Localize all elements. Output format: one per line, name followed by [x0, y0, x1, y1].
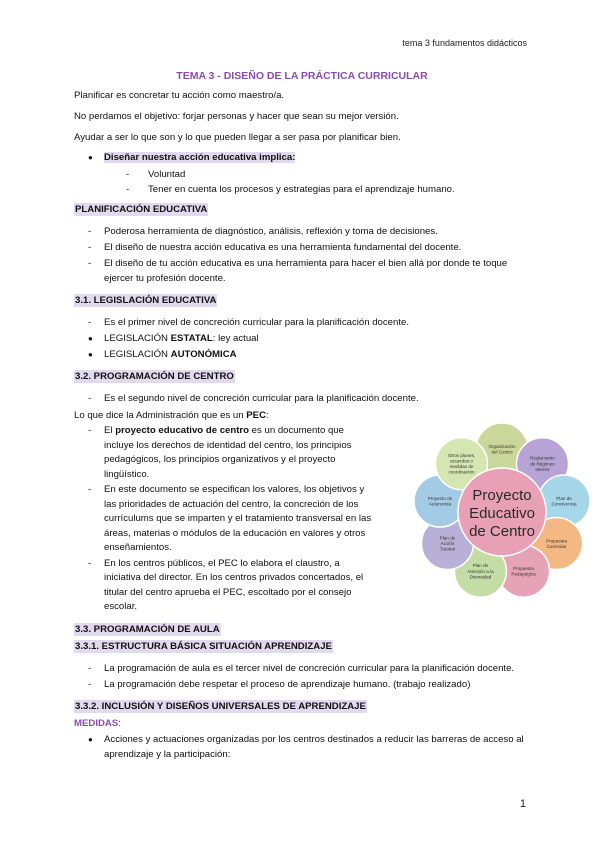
list-item: - Es el segundo nivel de concreción curricular para la planificación docente.: [88, 393, 419, 404]
medidas-label: MEDIDAS:: [74, 717, 121, 729]
diseno-label: Diseñar nuestra acción educativa implica:: [104, 152, 296, 163]
medidas-item: ● Acciones y actuaciones organizadas por los centros destinados a reducir las barreras de acceso al aprendizaje y la participación:: [88, 733, 524, 760]
pec-diagram: [404, 420, 600, 600]
list-item: ● LEGISLACIÓN AUTONÓMICA: [88, 349, 237, 360]
petal-label: Reglamento de Régimen Interior: [530, 455, 555, 472]
petal-label: Plan de Acción Tutorial: [439, 535, 456, 552]
list-item: - Tener en cuenta los procesos y estrategias para el aprendizaje humano.: [126, 184, 455, 195]
page-number: 1: [519, 798, 526, 810]
pec-block: [74, 410, 577, 615]
list-item: - Voluntad: [126, 169, 186, 180]
list-item: - Poderosa herramienta de diagnóstico, análisis, reflexión y toma de decisiones.: [88, 226, 438, 237]
legislacion-list: [74, 315, 530, 362]
centro-list: [74, 391, 530, 406]
section-heading: PLANIFICACIÓN EDUCATIVA: [75, 204, 208, 215]
list-item: - El diseño de nuestra acción educativa es una herramienta fundamental del docente.: [88, 242, 462, 253]
centro-section: [74, 370, 577, 615]
legislacion-section: [74, 294, 530, 362]
section-heading: 3.3. PROGRAMACIÓN DE AULA: [75, 623, 220, 635]
intro-paragraph: No perdamos el objetivo: forjar personas y hacer que sean su mejor versión.: [74, 111, 399, 122]
list-item: - La programación de aula es el tercer nivel de concreción curricular para la planificación docente.: [88, 662, 515, 674]
petal-label: Otros planes, acuerdos o medidas de coordinación: [447, 452, 476, 475]
aula-section: [74, 623, 530, 762]
petal-label: Plan de Convivencia: [551, 495, 577, 507]
subsection-heading: 3.3.2. INCLUSIÓN Y DISEÑOS UNIVERSALES DE APRENDIZAJE: [75, 700, 366, 712]
document-body: [74, 70, 577, 762]
list-item: - El diseño de tu acción educativa es una herramienta para hacer el bien allá por donde te toque ejercer tu profesión docente.: [88, 258, 508, 284]
list-item: - En este documento se especifican los valores, los objetivos y las prioridades de actuación del centro, la concreción de los currículums que se imparten y el tratamiento transversal en las áreas, materias o módulos de la educación en valores y otros enseñamientos.: [88, 484, 372, 553]
list-item: - El proyecto educativo de centro es un documento que incluye los derechos de identidad del centro, los principios pedagógicos, los principios organizativos y el proyecto lingüístico.: [88, 425, 352, 480]
bullet-icon: ●: [88, 153, 93, 162]
list-item: ● LEGISLACIÓN ESTATAL: ley actual: [88, 333, 259, 344]
section-heading: 3.2. PROGRAMACIÓN DE CENTRO: [75, 371, 234, 382]
planificacion-section: [74, 203, 530, 286]
petal-label: Propuesta Curricular: [546, 538, 568, 549]
diagram-center-label: Proyecto Educativo de Centro: [469, 487, 535, 540]
subsection-heading: 3.3.1. ESTRUCTURA BÁSICA SITUACIÓN APRENDIZAJE: [75, 640, 332, 652]
petal-label: Propuesta Pedagógica: [511, 566, 536, 577]
diseno-list: [74, 167, 530, 197]
aula-list: [74, 661, 530, 692]
page-header: tema 3 fundamentos didácticos: [402, 38, 527, 48]
document-title: TEMA 3 - DISEÑO DE LA PRÁCTICA CURRICULAR: [176, 70, 428, 82]
diseno-bullet: [74, 150, 530, 165]
pec-intro: Lo que dice la Administración que es un PEC:: [74, 410, 269, 421]
list-item: - En los centros públicos, el PEC lo elabora el claustro, a iniciativa del director. En los centros privados concertados, el titular del centro aprueba el PEC, escoltado por el consejo escolar.: [88, 557, 364, 612]
list-item: - La programación debe respetar el proceso de aprendizaje humano. (trabajo realizado): [88, 678, 471, 690]
petal-label: Plan de Atención a la Diversidad: [467, 563, 494, 580]
petal-label: Organización del Centro: [488, 443, 516, 455]
petal-label: Proyecto de Autonomía: [427, 495, 453, 507]
intro-paragraph: Ayudar a ser lo que son y lo que pueden llegar a ser pasa por planificar bien.: [74, 132, 401, 143]
pec-list: [74, 424, 374, 615]
intro-paragraph: Planificar es concretar tu acción como maestro/a.: [74, 90, 285, 101]
planificacion-list: [74, 224, 530, 286]
section-heading: 3.1. LEGISLACIÓN EDUCATIVA: [75, 295, 217, 306]
list-item: - Es el primer nivel de concreción curricular para la planificación docente.: [88, 317, 410, 328]
